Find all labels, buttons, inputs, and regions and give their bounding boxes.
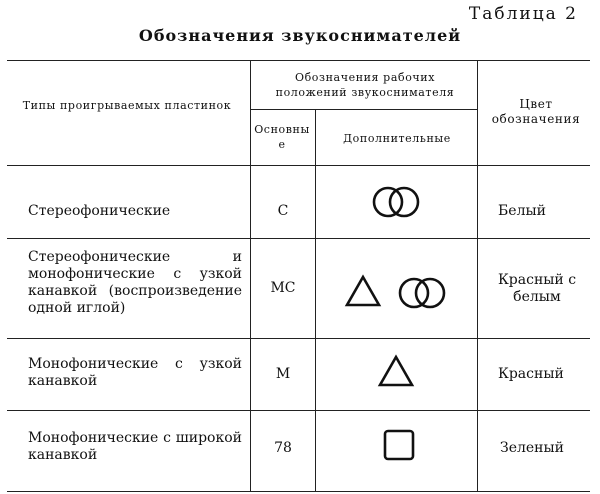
header-additional: Дополнительные (343, 132, 451, 145)
header-main: Основные (254, 123, 310, 151)
row-3-main: М (275, 366, 291, 382)
table-title: Обозначения звукоснимателей (138, 26, 462, 45)
header-bottom-rule (7, 165, 590, 166)
divider-type (250, 60, 251, 491)
bottom-rule (7, 491, 590, 492)
triangle-icon (378, 355, 414, 387)
row-3-color: Красный (498, 366, 564, 382)
square-icon (382, 428, 416, 462)
row-1-color: Белый (498, 203, 546, 219)
row-1-main: С (277, 203, 289, 219)
row-4-color: Зеленый (500, 440, 564, 456)
row-2-rule (7, 338, 590, 339)
row-1-rule (7, 238, 590, 239)
row-3-rule (7, 410, 590, 411)
row-1-type: Стереофонические (28, 203, 171, 219)
table-number: Таблица 2 (468, 4, 578, 24)
row-4-type: Монофонические с широкой канавкой (28, 430, 242, 463)
positions-rule (250, 109, 477, 110)
top-rule (7, 60, 590, 61)
two-circles-icon (398, 276, 446, 310)
divider-main (315, 109, 316, 491)
row-4-main: 78 (274, 440, 292, 456)
row-2-main: МС (270, 280, 296, 296)
header-record-types: Типы проигрываемых пластинок (22, 99, 232, 112)
row-2-type: Стереофонические и монофонические с узкой канавкой (воспроизведение одной иглой) (28, 249, 242, 316)
two-circles-icon (373, 185, 419, 219)
row-3-type: Монофонические с узкой канавкой (28, 356, 242, 389)
header-color: Цвет обозначения (491, 97, 581, 126)
row-2-color: Красный с белым (497, 272, 577, 305)
header-positions-group: Обозначения рабочих положений звукоснимателя (275, 71, 455, 99)
divider-color (477, 60, 478, 491)
triangle-icon (345, 275, 381, 307)
